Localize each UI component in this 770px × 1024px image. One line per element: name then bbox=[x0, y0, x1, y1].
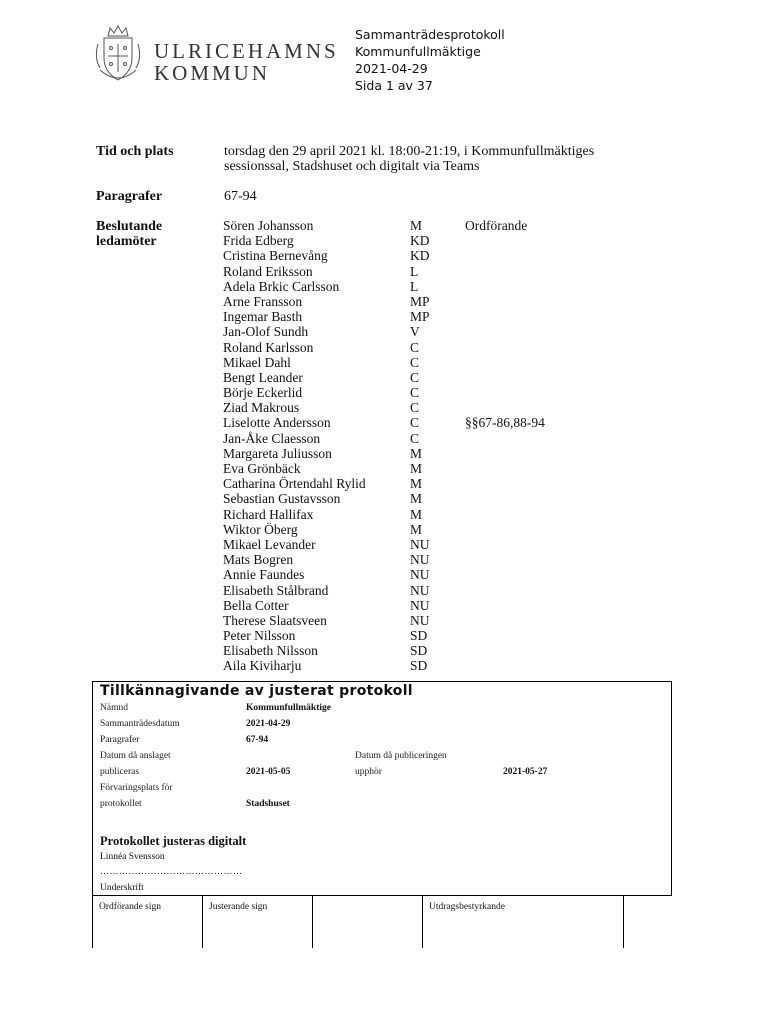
members-label-2: ledamöter bbox=[96, 234, 157, 249]
signature-label: Underskrift bbox=[100, 883, 144, 893]
justeras-heading: Protokollet justeras digitalt bbox=[100, 834, 247, 848]
member-name: Arne Fransson bbox=[223, 293, 303, 309]
member-party: M bbox=[410, 218, 423, 233]
member-name: Liselotte Andersson bbox=[223, 415, 331, 431]
namnd-label: Nämnd bbox=[100, 703, 128, 713]
signature-row bbox=[92, 896, 672, 948]
member-party: C bbox=[410, 385, 420, 401]
member-party: SD bbox=[410, 628, 428, 644]
member-name: Jan-Åke Claesson bbox=[223, 430, 321, 446]
member-name: Mikael Levander bbox=[223, 536, 316, 552]
storage-label-1: Förvaringsplats för bbox=[100, 783, 173, 793]
member-role: Ordförande bbox=[465, 218, 528, 233]
paragraphs-value: 67-94 bbox=[224, 189, 257, 204]
member-party: C bbox=[410, 400, 420, 416]
member-party: M bbox=[410, 461, 423, 476]
ends-label-2: upphör bbox=[355, 767, 382, 777]
member-name: Peter Nilsson bbox=[223, 628, 296, 644]
member-party: KD bbox=[410, 233, 430, 249]
member-name: Börje Eckerlid bbox=[223, 385, 303, 401]
time-place-value-1: torsdag den 29 april 2021 kl. 18:00-21:19, i Kommunfullmäktiges bbox=[224, 144, 595, 159]
member-party: NU bbox=[410, 536, 430, 552]
member-party: L bbox=[410, 263, 419, 279]
member-name: Roland Eriksson bbox=[223, 263, 313, 279]
member-party: C bbox=[410, 339, 420, 355]
doc-body: Kommunfullmäktige bbox=[355, 44, 481, 59]
member-name: Mats Bogren bbox=[223, 552, 294, 568]
posted-label-2: publiceras bbox=[100, 767, 140, 777]
member-party: NU bbox=[410, 582, 430, 598]
member-name: Elisabeth Nilsson bbox=[223, 643, 318, 659]
member-role: §§67-86,88-94 bbox=[465, 415, 545, 431]
member-name: Margareta Juliusson bbox=[223, 445, 332, 461]
doc-type: Sammanträdesprotokoll bbox=[355, 27, 505, 42]
member-party: KD bbox=[410, 248, 430, 264]
member-party: V bbox=[410, 324, 420, 340]
member-party: MP bbox=[410, 293, 430, 309]
member-party: C bbox=[410, 354, 420, 370]
member-party: C bbox=[410, 369, 420, 385]
member-name: Adela Brkic Carlsson bbox=[223, 278, 340, 294]
member-name: Bella Cotter bbox=[223, 597, 289, 613]
time-place-value-2: sessionssal, Stadshuset och digitalt via Teams bbox=[224, 159, 480, 174]
certify-sign-cell: Utdragsbestyrkande bbox=[423, 896, 624, 948]
ends-date-value: 2021-05-27 bbox=[503, 767, 548, 777]
page-number: Sida 1 av 37 bbox=[355, 78, 433, 93]
document-meta bbox=[355, 26, 505, 94]
signer-name: Linnéa Svensson bbox=[100, 852, 165, 862]
member-party: NU bbox=[410, 597, 430, 613]
member-name: Roland Karlsson bbox=[223, 339, 314, 355]
member-name: Sebastian Gustavsson bbox=[223, 491, 341, 507]
storage-value: Stadshuset bbox=[246, 799, 290, 809]
posted-date-value: 2021-05-05 bbox=[246, 767, 291, 777]
blank-sign-cell bbox=[313, 896, 423, 948]
ends-label-1: Datum då publiceringen bbox=[355, 751, 447, 761]
municipality-name bbox=[154, 40, 339, 84]
meeting-date-label: Sammanträdesdatum bbox=[100, 719, 180, 729]
notice-paragraphs-label: Paragrafer bbox=[100, 735, 140, 745]
member-party: NU bbox=[410, 552, 430, 568]
storage-label-2: protokollet bbox=[100, 799, 142, 809]
member-party: NU bbox=[410, 612, 430, 628]
member-party: M bbox=[410, 445, 423, 461]
member-name: Therese Slaatsveen bbox=[223, 612, 327, 628]
municipality-crest-logo bbox=[92, 24, 144, 86]
member-party: C bbox=[410, 430, 420, 446]
member-name: Annie Faundes bbox=[223, 567, 305, 583]
adjuster-sign-cell: Justerande sign bbox=[203, 896, 313, 948]
member-name: Sören Johansson bbox=[223, 218, 314, 233]
brand-line-2: KOMMUN bbox=[154, 61, 271, 85]
member-party: M bbox=[410, 506, 423, 522]
notice-paragraphs-value: 67-94 bbox=[246, 735, 269, 745]
member-name: Richard Hallifax bbox=[223, 506, 314, 522]
publication-notice bbox=[92, 681, 672, 896]
namnd-value: Kommunfullmäktige bbox=[246, 703, 331, 713]
member-party: SD bbox=[410, 658, 428, 674]
member-party: M bbox=[410, 521, 423, 537]
member-name: Wiktor Öberg bbox=[223, 521, 298, 537]
member-name: Catharina Örtendahl Rylid bbox=[223, 476, 366, 492]
member-name: Eva Grönbäck bbox=[223, 461, 301, 476]
member-name: Jan-Olof Sundh bbox=[223, 324, 309, 340]
member-name: Frida Edberg bbox=[223, 233, 294, 249]
member-party: M bbox=[410, 491, 423, 507]
member-name: Ingemar Basth bbox=[223, 309, 303, 325]
member-party: L bbox=[410, 278, 419, 294]
member-party: MP bbox=[410, 309, 430, 325]
member-party: C bbox=[410, 415, 420, 431]
member-name: Elisabeth Stålbrand bbox=[223, 582, 329, 598]
member-name: Mikael Dahl bbox=[223, 354, 291, 370]
doc-date: 2021-04-29 bbox=[355, 61, 428, 76]
brand-line-1: ULRICEHAMNS bbox=[154, 39, 339, 63]
member-party: NU bbox=[410, 567, 430, 583]
signature-line: ……………………………………… bbox=[100, 866, 243, 876]
member-name: Cristina Bernevång bbox=[223, 248, 328, 264]
meeting-date-value: 2021-04-29 bbox=[246, 719, 291, 729]
paragraphs-label: Paragrafer bbox=[96, 189, 163, 204]
time-place-label: Tid och plats bbox=[96, 144, 174, 159]
member-name: Aila Kiviharju bbox=[223, 658, 302, 674]
members-label-1: Beslutande bbox=[96, 219, 163, 234]
notice-title: Tillkännagivande av justerat protokoll bbox=[100, 683, 413, 699]
posted-label-1: Datum då anslaget bbox=[100, 751, 171, 761]
member-party: SD bbox=[410, 643, 428, 659]
member-name: Ziad Makrous bbox=[223, 400, 300, 416]
member-name: Bengt Leander bbox=[223, 369, 303, 385]
chair-sign-cell: Ordförande sign bbox=[92, 896, 203, 948]
member-party: M bbox=[410, 476, 423, 492]
